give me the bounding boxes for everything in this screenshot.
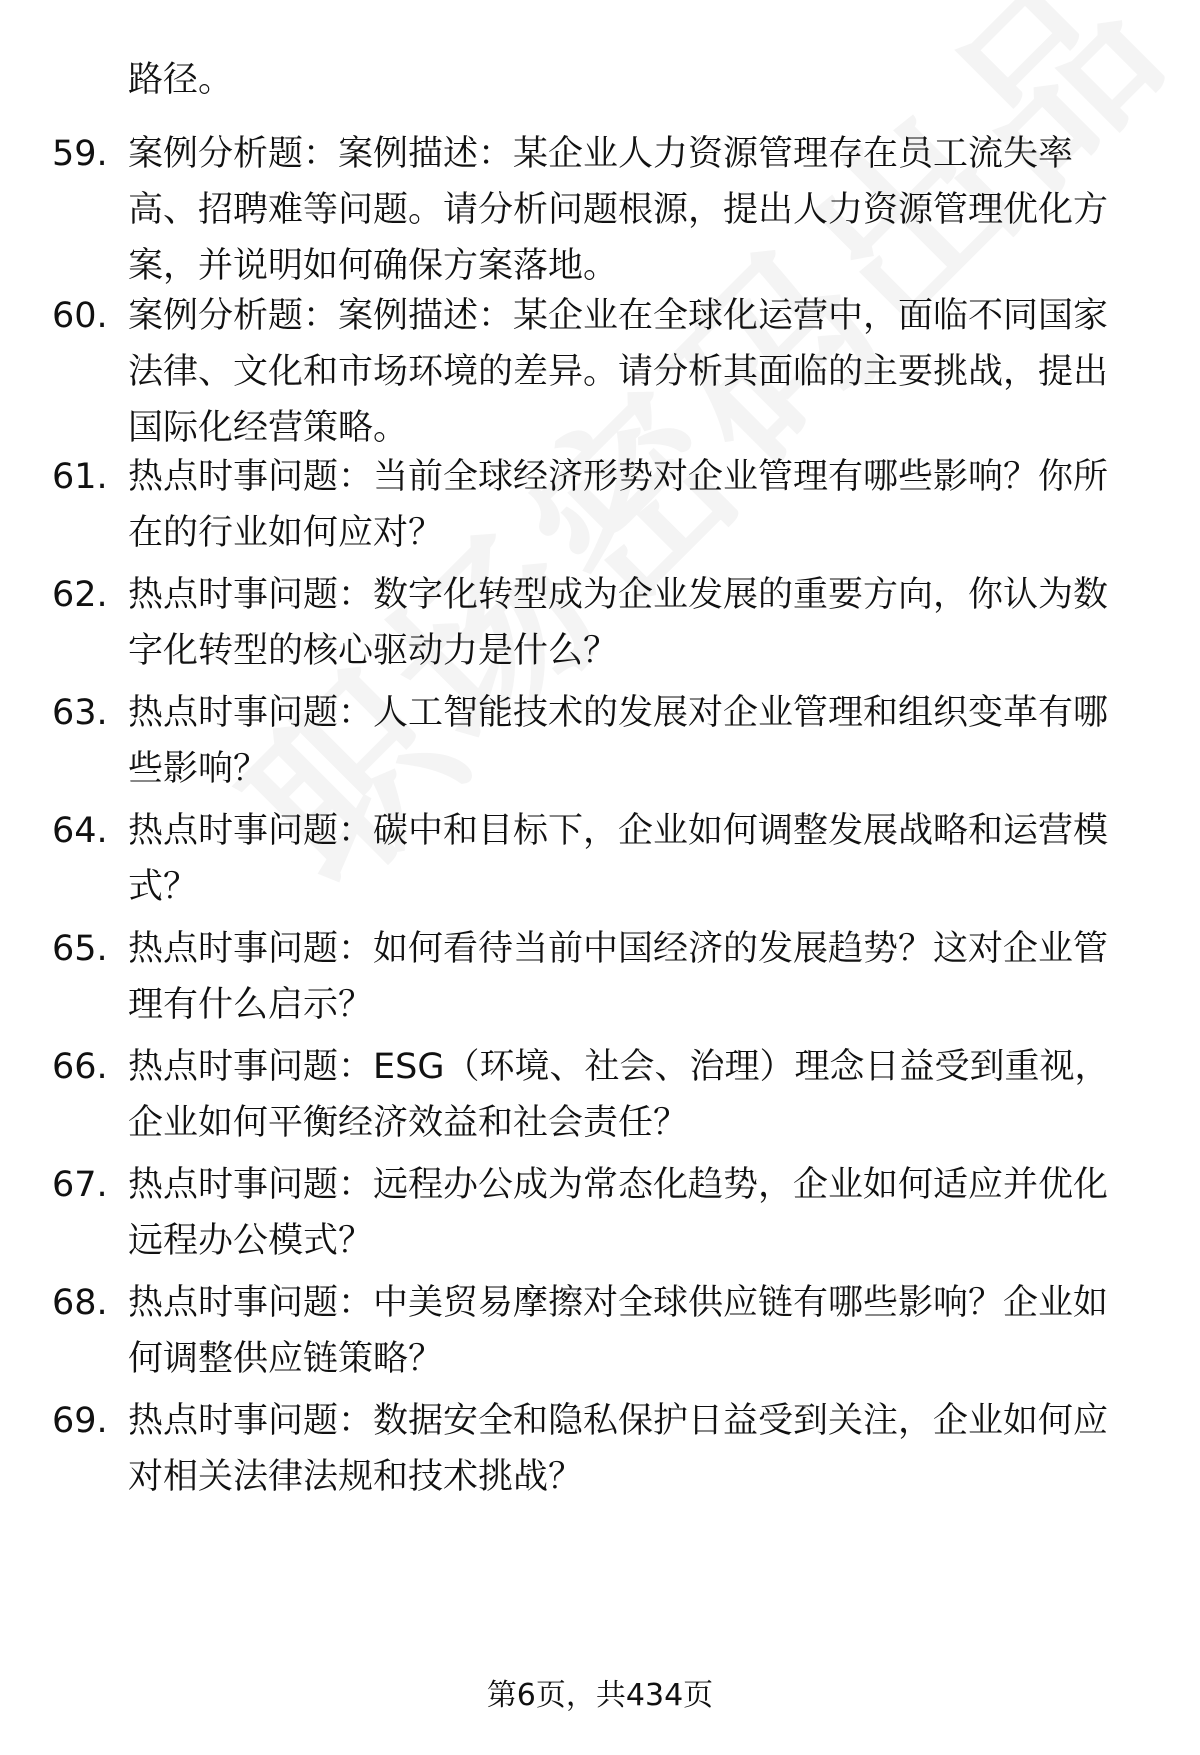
question-text: 热点时事问题：远程办公成为常态化趋势，企业如何适应并优化远程办公模式？ [128,1165,1109,1261]
question-text: 案例分析题：案例描述：某企业在全球化运营中，面临不同国家法律、文化和市场环境的差异。请分析其面临的主要挑战，提出国际化经营策略。 [128,296,1109,448]
question-number: 62. [52,575,108,615]
question-text: 热点时事问题：人工智能技术的发展对企业管理和组织变革有哪些影响？ [128,693,1109,789]
question-text: 热点时事问题：碳中和目标下，企业如何调整发展战略和运营模式？ [128,811,1109,907]
question-number: 63. [52,693,108,733]
question-number: 66. [52,1047,108,1087]
question-text: 案例分析题：案例描述：某企业人力资源管理存在员工流失率高、招聘难等问题。请分析问题根源，提出人力资源管理优化方案，并说明如何确保方案落地。 [128,134,1109,286]
question-number: 60. [52,296,108,336]
question-number: 61. [52,457,108,497]
question-number: 59. [52,134,108,174]
question-number: 64. [52,811,108,851]
question-number: 68. [52,1283,108,1323]
question-text: 热点时事问题：数字化转型成为企业发展的重要方向，你认为数字化转型的核心驱动力是什么？ [128,575,1109,671]
question-number: 67. [52,1165,108,1205]
question-text: 热点时事问题：中美贸易摩擦对全球供应链有哪些影响？企业如何调整供应链策略？ [128,1283,1109,1379]
question-number: 65. [52,929,108,969]
question-text: 热点时事问题：当前全球经济形势对企业管理有哪些影响？你所在的行业如何应对？ [128,457,1109,553]
question-number: 69. [52,1401,108,1441]
question-text: 热点时事问题：数据安全和隐私保护日益受到关注，企业如何应对相关法律法规和技术挑战？ [128,1401,1109,1497]
question-text: 热点时事问题：如何看待当前中国经济的发展趋势？这对企业管理有什么启示？ [128,929,1109,1025]
continuation-text: 路径。 [128,60,234,100]
question-text: 热点时事问题：ESG（环境、社会、治理）理念日益受到重视，企业如何平衡经济效益和社会责任？ [128,1047,1110,1143]
page-footer: 第6页，共434页 [486,1678,714,1713]
